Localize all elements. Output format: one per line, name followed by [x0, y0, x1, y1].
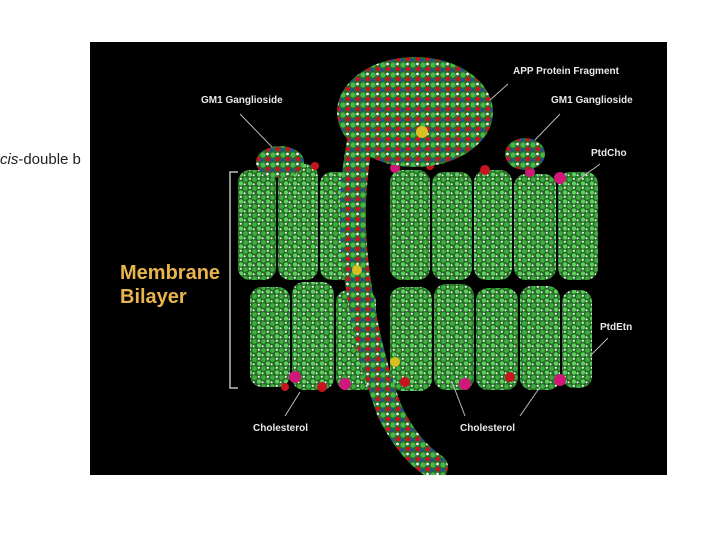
molecular-model-illustration	[90, 42, 667, 475]
label-bilayer: Bilayer	[120, 286, 187, 308]
label-cholesterol-left: Cholesterol	[253, 423, 309, 434]
label-cholesterol-right: Cholesterol	[460, 423, 516, 434]
label-ptdcho: PtdCho	[591, 148, 627, 159]
label-gm1-ganglioside-left: GM1 Ganglioside	[201, 95, 283, 106]
double-bond-text: -double b	[18, 151, 81, 168]
label-ptdetn: PtdEtn	[600, 322, 633, 333]
cis-italic-text: cis	[0, 151, 19, 168]
membrane-bracket	[230, 172, 238, 388]
lower-leaflet	[250, 282, 592, 391]
label-app-protein-fragment: APP Protein Fragment	[513, 66, 619, 77]
upper-leaflet	[238, 164, 598, 280]
gm1-left-cluster	[256, 146, 304, 178]
label-membrane: Membrane	[120, 262, 221, 284]
label-gm1-ganglioside-right: GM1 Ganglioside	[551, 95, 633, 106]
membrane-molecular-figure	[90, 42, 667, 475]
gm1-right-cluster	[505, 138, 545, 170]
background-slide-text	[0, 151, 81, 168]
